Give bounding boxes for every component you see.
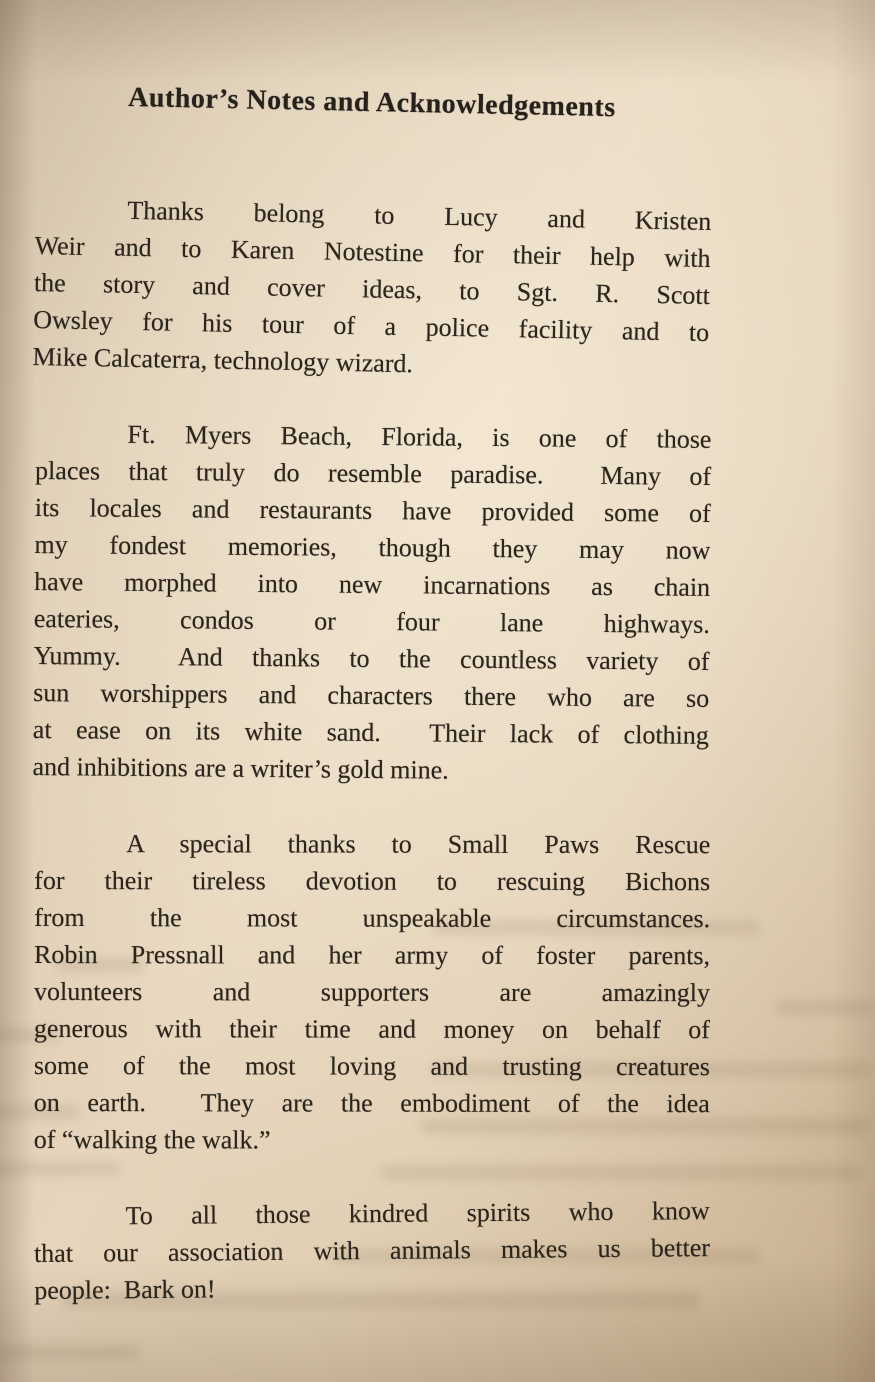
- text-line: that our association with animals makes us better: [33, 1233, 711, 1268]
- text-line: of “walking the walk.”: [33, 1124, 271, 1155]
- text-line: Owsley for his tour of a police facility and to: [33, 304, 710, 347]
- text-line: A special thanks to Small Paws Rescue: [126, 829, 711, 860]
- text-line: at ease on its white sand. Their lack of clothing: [32, 714, 709, 750]
- paragraph: [32, 190, 711, 388]
- text-line: volunteers and supporters are amazingly: [33, 977, 711, 1008]
- body-text: [34, 190, 710, 1309]
- text-line: Robin Pressnall and her army of foster parents,: [34, 940, 711, 971]
- paragraph: [34, 825, 711, 1159]
- ink-showthrough: [775, 1000, 875, 1015]
- paragraph: [32, 415, 711, 791]
- text-line: eateries, condos or four lane highways.: [33, 603, 710, 639]
- text-line: some of the most loving and trusting creatures: [33, 1051, 710, 1082]
- text-line: its locales and restaurants have provided some of: [34, 493, 711, 528]
- text-line: Mike Calcaterra, technology wizard.: [32, 341, 414, 379]
- text-line: have morphed into new incarnations as chain: [34, 567, 711, 602]
- text-line: the story and cover ideas, to Sgt. R. Scott: [33, 268, 711, 310]
- text-line: places that truly do resemble paradise. Many of: [35, 456, 712, 491]
- text-line: sun worshippers and characters there who are so: [33, 677, 710, 713]
- text-line: Weir and to Karen Notestine for their help with: [34, 231, 711, 273]
- text-line: Thanks belong to Lucy and Kristen: [127, 195, 712, 236]
- text-line: from the most unspeakable circumstances.: [34, 903, 711, 934]
- text-line: people: Bark on!: [34, 1274, 216, 1305]
- text-line: generous with their time and money on behalf of: [33, 1013, 710, 1045]
- text-line: my fondest memories, though they may now: [34, 530, 711, 565]
- text-line: and inhibitions are a writer’s gold mine.: [32, 751, 449, 785]
- text-line: Yummy. And thanks to the countless variety of: [33, 640, 710, 676]
- text-line: To all those kindred spirits who know: [125, 1196, 710, 1231]
- text-line: for their tireless devotion to rescuing Bichons: [34, 866, 711, 897]
- text-line: Ft. Myers Beach, Florida, is one of those: [127, 419, 712, 454]
- page-title: Author’s Notes and Acknowledgements: [127, 81, 616, 124]
- text-line: on earth. They are the embodiment of the idea: [33, 1087, 710, 1119]
- page-content: [34, 0, 710, 1349]
- paragraph: [34, 1192, 711, 1309]
